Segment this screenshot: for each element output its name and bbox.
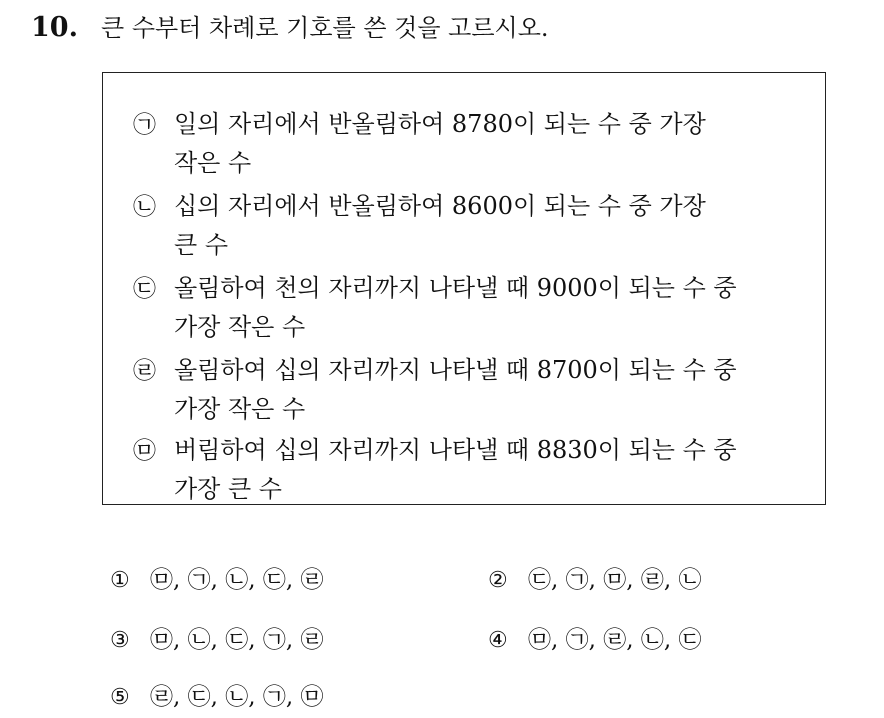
condition-item-3 — [133, 269, 737, 346]
choice-5[interactable] — [110, 677, 324, 718]
choice-number: ③ — [110, 628, 130, 653]
choice-number: ⑤ — [110, 685, 130, 710]
item-mark: ㉤ — [133, 438, 156, 464]
item-mark: ㉠ — [133, 112, 156, 138]
condition-item-4 — [133, 351, 737, 428]
item-line2: 큰 수 — [174, 231, 228, 259]
condition-box — [102, 72, 826, 505]
choice-text: ㉣, ㉢, ㉡, ㉠, ㉤ — [150, 684, 324, 710]
item-line1: 십의 자리에서 반올림하여 8600이 되는 수 중 가장 — [174, 192, 706, 220]
item-line1: 버림하여 십의 자리까지 나타낼 때 8830이 되는 수 중 — [174, 436, 737, 464]
choice-text: ㉤, ㉠, ㉡, ㉢, ㉣ — [150, 567, 324, 593]
choice-number: ① — [110, 568, 130, 593]
question-text: 큰 수부터 차례로 기호를 쓴 것을 고르시오. — [101, 14, 549, 42]
choice-3[interactable] — [110, 620, 324, 661]
choice-number: ④ — [488, 628, 508, 653]
item-line2: 가장 큰 수 — [174, 475, 282, 503]
question-number: 10. — [31, 12, 78, 43]
condition-item-2 — [133, 187, 706, 264]
item-line2: 가장 작은 수 — [174, 313, 306, 341]
item-line1: 올림하여 천의 자리까지 나타낼 때 9000이 되는 수 중 — [174, 274, 737, 302]
choice-1[interactable] — [110, 560, 324, 601]
item-mark: ㉣ — [133, 358, 156, 384]
choice-text: ㉤, ㉡, ㉢, ㉠, ㉣ — [150, 627, 324, 653]
item-line1: 일의 자리에서 반올림하여 8780이 되는 수 중 가장 — [174, 110, 706, 138]
choice-text: ㉢, ㉠, ㉤, ㉣, ㉡ — [528, 567, 702, 593]
choice-number: ② — [488, 568, 508, 593]
choice-4[interactable] — [488, 620, 702, 661]
item-line1: 올림하여 십의 자리까지 나타낼 때 8700이 되는 수 중 — [174, 356, 737, 384]
condition-item-1 — [133, 105, 706, 182]
item-line2: 가장 작은 수 — [174, 395, 306, 423]
item-line2: 작은 수 — [174, 149, 252, 177]
condition-item-5 — [133, 431, 737, 508]
item-mark: ㉢ — [133, 276, 156, 302]
question-header — [31, 8, 549, 48]
choice-text: ㉤, ㉠, ㉣, ㉡, ㉢ — [528, 627, 702, 653]
choice-2[interactable] — [488, 560, 702, 601]
item-mark: ㉡ — [133, 194, 156, 220]
